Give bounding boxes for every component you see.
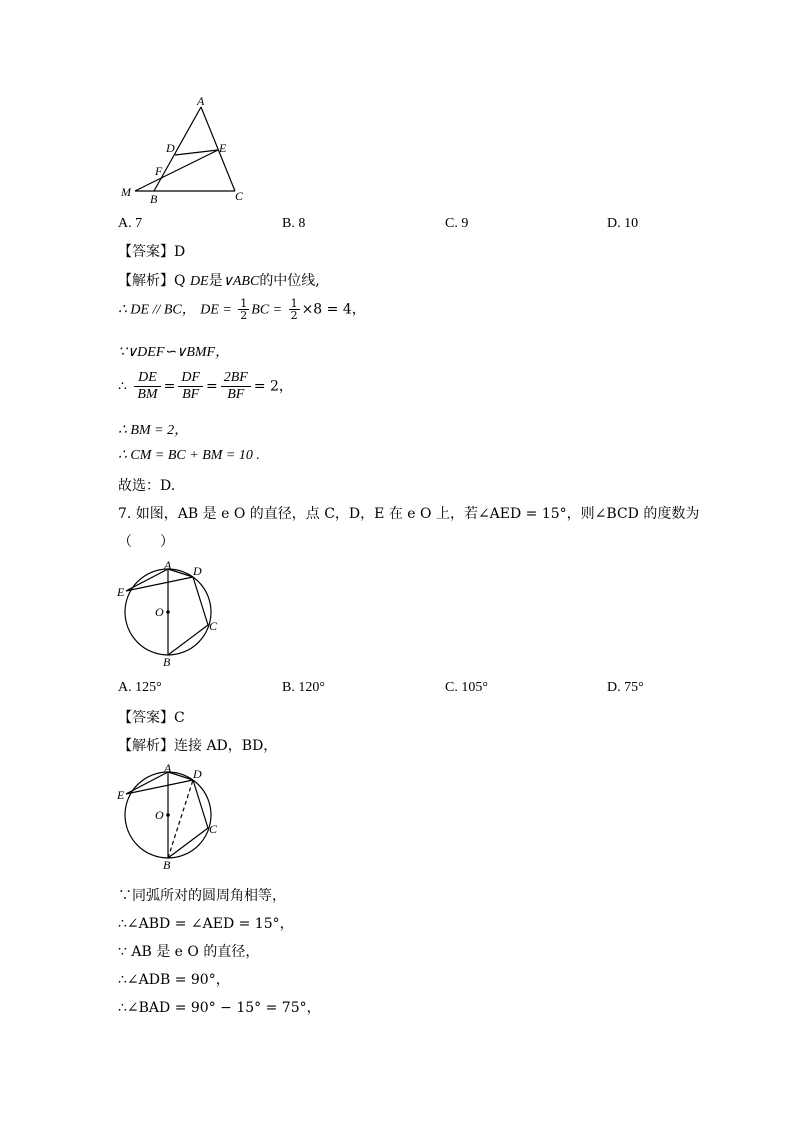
label-d: D [193, 767, 202, 781]
dashed-bd [168, 780, 193, 858]
label-d: D [193, 564, 202, 578]
fraction-df-bf: $\frac{DF}{BF}$ [178, 370, 203, 403]
q7-step4: ∴∠ADB = 90°， [118, 972, 230, 988]
q6-solution-line2 [118, 298, 366, 321]
fraction-half-1: $\frac{1}{2}$ [240, 297, 248, 322]
parallel-statement: ∴ DE // BC， [118, 302, 196, 318]
label-c: C [235, 189, 244, 203]
q6-solution-line4: ∴ $\frac{DE}{BM}$ = $\frac{DF}{BF}$ = $\frac{2BF}{BF}$ = 2， [118, 370, 293, 402]
q7-paren: （ ） [118, 534, 174, 550]
segment-me [135, 150, 218, 191]
circle-figure-1 [115, 555, 230, 670]
label-f: F [155, 164, 163, 178]
triangle-figure [115, 95, 255, 207]
q6-option-d[interactable]: D. 10 [607, 216, 639, 231]
times-eight: ×8 = 4， [301, 301, 366, 318]
label-e: E [117, 788, 125, 802]
q6-answer: 【答案】D [118, 244, 186, 260]
circle-figure-2 [115, 758, 230, 873]
q6-conclusion: 故选：D. [118, 478, 176, 494]
label-c: C [209, 619, 218, 633]
label-d: D [166, 141, 175, 155]
label-e: E [117, 585, 125, 599]
q6-solution-line3: ∵∨DEF∽∨BMF， [118, 345, 230, 360]
label-b: B [163, 655, 171, 669]
q7-analysis: 【解析】连接 AD，BD， [118, 738, 278, 754]
label-m: M [121, 185, 131, 199]
label-o: O [155, 808, 164, 822]
bc-equals: BC = [251, 302, 283, 318]
equals-two: = 2， [253, 378, 293, 395]
label-o: O [155, 605, 164, 619]
label-b: B [150, 192, 158, 206]
q7-step3: ∵ AB 是 e O 的直径， [118, 944, 260, 960]
de-equals: DE = [200, 302, 232, 318]
since-symbol: Q [174, 273, 190, 289]
side-ac [201, 107, 235, 191]
label-e: E [219, 141, 227, 155]
term-de: DE [189, 274, 209, 289]
q6-option-a[interactable]: A. 7 [118, 216, 143, 231]
label-b: B [163, 858, 171, 872]
term-abc: ∨ABC [222, 274, 260, 289]
q7-option-c[interactable]: C. 105° [445, 680, 488, 695]
segment-de [175, 150, 218, 155]
q7-step2: ∴∠ABD = ∠AED = 15°， [118, 916, 294, 932]
q6-solution-line6: ∴ CM = BC + BM = 10 . [118, 448, 260, 463]
therefore-symbol: ∴ [118, 378, 127, 395]
q7-step1: ∵同弧所对的圆周角相等， [118, 888, 286, 904]
label-a: A [164, 558, 172, 572]
label-a: A [197, 95, 205, 108]
fraction-de-bm: $\frac{DE}{BM}$ [134, 370, 160, 403]
fraction-2bf-bf: $\frac{2BF}{BF}$ [221, 370, 251, 403]
q7-option-a[interactable]: A. 125° [118, 680, 162, 695]
text-midline: 的中位线, [259, 273, 320, 289]
analysis-label: 【解析】 [118, 273, 174, 289]
text-is: 是 [208, 273, 223, 289]
fraction-half-2: $\frac{1}{2}$ [290, 297, 298, 322]
q6-solution-line1 [118, 270, 320, 290]
label-a: A [164, 761, 172, 775]
q6-option-c[interactable]: C. 9 [445, 216, 469, 231]
q7-stem: 7. 如图，AB 是 e O 的直径，点 C，D，E 在 e O 上，若∠AED = 15°，则∠BCD 的度数为 [118, 506, 700, 522]
q7-step5: ∴∠BAD = 90° − 15° = 75°， [118, 1000, 321, 1016]
q6-solution-line5: ∴ BM = 2， [118, 423, 189, 438]
label-c: C [209, 822, 218, 836]
q6-option-b[interactable]: B. 8 [282, 216, 306, 231]
q7-option-b[interactable]: B. 120° [282, 680, 325, 695]
q7-option-d[interactable]: D. 75° [607, 680, 644, 695]
q7-answer: 【答案】C [118, 710, 185, 726]
